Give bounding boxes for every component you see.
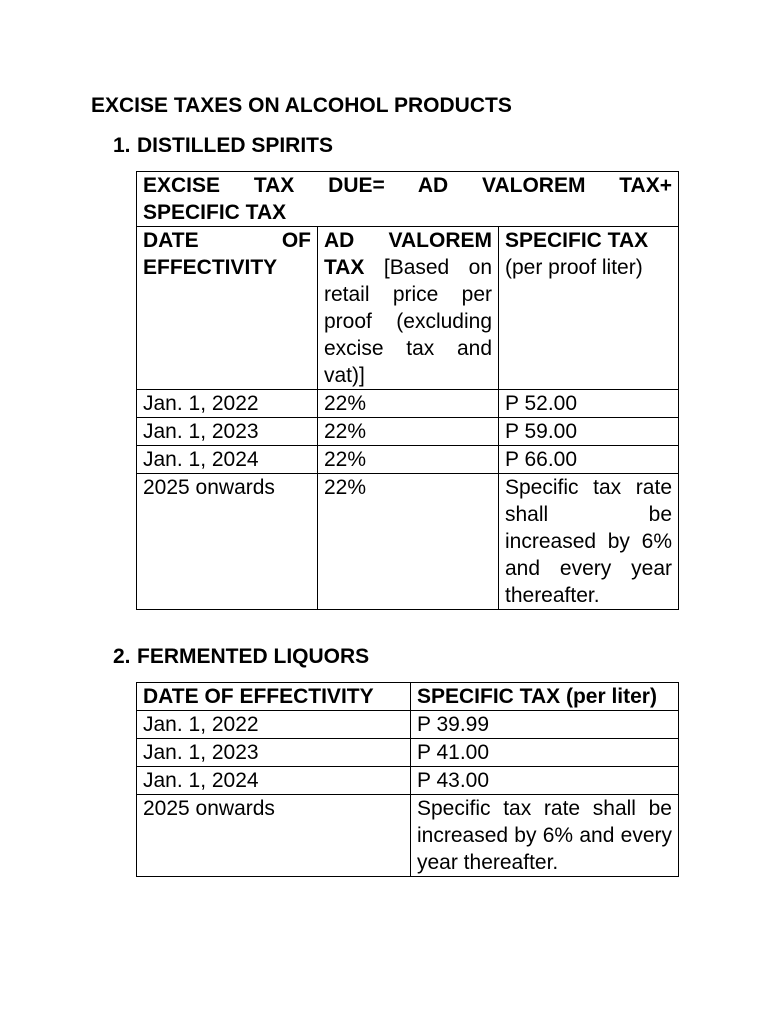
section-title: FERMENTED LIQUORS — [137, 645, 370, 668]
cell-specific-tax: Specific tax rate shall be increased by 6% and every year thereafter. — [499, 474, 679, 610]
table-row — [137, 767, 679, 795]
table-row — [137, 418, 679, 446]
table-header-row — [137, 227, 679, 390]
cell-ad-valorem: 22% — [318, 390, 499, 418]
table-row — [137, 739, 679, 767]
cell-specific-tax: P 59.00 — [499, 418, 679, 446]
section-heading-distilled-spirits — [113, 134, 333, 158]
table-row — [137, 711, 679, 739]
table-row — [137, 446, 679, 474]
distilled-spirits-table — [136, 171, 679, 610]
cell-specific-tax: Specific tax rate shall be increased by 6% and every year thereafter. — [411, 795, 679, 877]
header-specific-tax — [499, 227, 679, 390]
cell-ad-valorem: 22% — [318, 474, 499, 610]
cell-specific-tax: P 43.00 — [411, 767, 679, 795]
header-note: (per proof liter) — [505, 256, 643, 279]
header-date-of-effectivity: DATE OF EFFECTIVITY — [137, 227, 318, 390]
table-caption-row — [137, 172, 679, 227]
caption-line: EXCISE TAX DUE= AD VALOREM TAX+ — [143, 174, 672, 197]
table-header-row — [137, 683, 679, 711]
header-ad-valorem-tax — [318, 227, 499, 390]
document-title: EXCISE TAXES ON ALCOHOL PRODUCTS — [91, 94, 512, 117]
header-bold-text: AD VALOREM TAX — [324, 229, 492, 279]
header-note: [Based on retail price per proof (excluding excise tax and vat)] — [324, 256, 492, 387]
cell-ad-valorem: 22% — [318, 418, 499, 446]
cell-date: Jan. 1, 2024 — [137, 767, 411, 795]
table-caption-cell — [137, 172, 679, 227]
cell-date: Jan. 1, 2022 — [137, 390, 318, 418]
header-date-of-effectivity: DATE OF EFFECTIVITY — [137, 683, 411, 711]
cell-date: 2025 onwards — [137, 474, 318, 610]
cell-date: Jan. 1, 2023 — [137, 739, 411, 767]
header-specific-tax: SPECIFIC TAX (per liter) — [411, 683, 679, 711]
section-number: 1. — [113, 134, 131, 157]
caption-line: SPECIFIC TAX — [143, 201, 287, 224]
table-row — [137, 390, 679, 418]
fermented-liquors-table — [136, 682, 679, 877]
section-number: 2. — [113, 645, 131, 668]
cell-date: Jan. 1, 2024 — [137, 446, 318, 474]
cell-date: Jan. 1, 2022 — [137, 711, 411, 739]
section-title: DISTILLED SPIRITS — [137, 134, 334, 157]
table-row — [137, 795, 679, 877]
cell-specific-tax: P 52.00 — [499, 390, 679, 418]
table-row — [137, 474, 679, 610]
cell-date: 2025 onwards — [137, 795, 411, 877]
cell-ad-valorem: 22% — [318, 446, 499, 474]
header-bold-text: SPECIFIC TAX — [505, 229, 649, 252]
cell-specific-tax: P 39.99 — [411, 711, 679, 739]
section-heading-fermented-liquors — [113, 645, 369, 669]
cell-specific-tax: P 41.00 — [411, 739, 679, 767]
cell-date: Jan. 1, 2023 — [137, 418, 318, 446]
cell-specific-tax: P 66.00 — [499, 446, 679, 474]
